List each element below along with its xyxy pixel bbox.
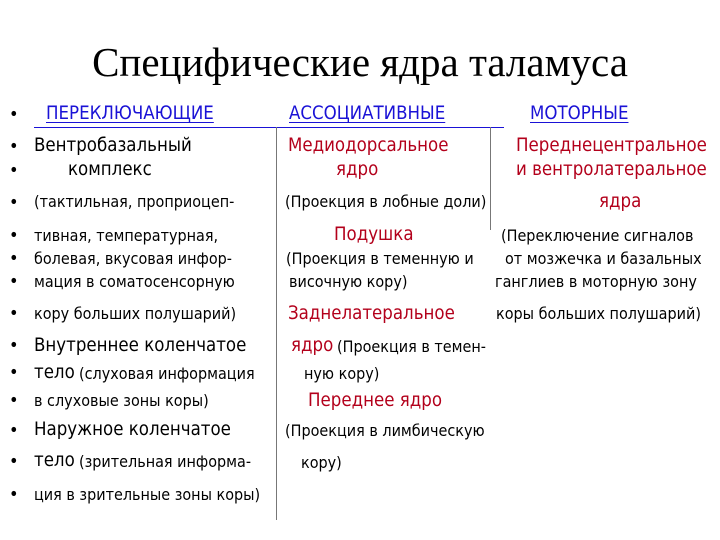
- bullet: •: [9, 192, 19, 213]
- col1-line-1: Вентробазальный: [34, 135, 192, 156]
- col1-line-4: тивная, температурная,: [34, 226, 219, 245]
- col1-line-13: ция в зрительные зоны коры): [34, 485, 261, 504]
- bullet: •: [9, 335, 19, 356]
- col2-line-9: ную кору): [304, 364, 380, 383]
- bullet: •: [9, 136, 19, 157]
- col2-line-8-note: (Проекция в темен-: [337, 337, 486, 356]
- col3-line-3: ядра: [599, 191, 642, 212]
- col1-line-12-term: тело: [34, 450, 75, 471]
- col1-line-5: болевая, вкусовая инфор-: [34, 249, 232, 268]
- bullet: •: [9, 362, 19, 383]
- col1-line-10: в слуховые зоны коры): [34, 391, 209, 410]
- bullet: •: [9, 303, 19, 324]
- col3-line-4: (Переключение сигналов: [501, 226, 694, 245]
- col2-line-12: кору): [301, 453, 342, 472]
- col2-line-6: височную кору): [289, 272, 408, 291]
- col1-line-9-note: (слуховая информация: [79, 364, 255, 383]
- bullet: •: [9, 104, 19, 125]
- column-divider-right: [490, 127, 491, 230]
- slide-title: Специфические ядра таламуса: [92, 39, 628, 85]
- col1-line-7: кору больших полушарий): [34, 304, 237, 323]
- col2-line-2: ядро: [336, 159, 379, 180]
- col2-line-5: (Проекция в теменную и: [286, 249, 474, 268]
- col1-line-11: Наружное коленчатое: [34, 419, 231, 440]
- col2-line-10: Переднее ядро: [308, 390, 443, 411]
- col2-line-1: Медиодорсальное: [288, 135, 449, 156]
- col1-line-2: комплекс: [68, 159, 152, 180]
- column-divider-left: [276, 127, 277, 520]
- bullet: •: [9, 225, 19, 246]
- bullet: •: [9, 420, 19, 441]
- bullet: •: [9, 160, 19, 181]
- bullet: •: [9, 451, 19, 472]
- col2-line-11: (Проекция в лимбическую: [285, 421, 485, 440]
- bullet: •: [9, 484, 19, 505]
- bullet: •: [9, 248, 19, 269]
- col3-line-7: коры больших полушарий): [496, 304, 701, 323]
- col3-line-1: Переднецентральное: [516, 135, 707, 156]
- bullet: •: [9, 390, 19, 411]
- header-motor: МОТОРНЫЕ: [530, 103, 629, 124]
- col3-line-5: от мозжечка и базальных: [505, 249, 702, 268]
- col3-line-6: ганглиев в моторную зону: [495, 272, 697, 291]
- col1-line-8: Внутреннее коленчатое: [34, 335, 247, 356]
- bullet: •: [9, 271, 19, 292]
- col2-line-3: (Проекция в лобные доли): [285, 192, 487, 211]
- col1-line-9-term: тело: [34, 362, 75, 383]
- col3-line-2: и вентролатеральное: [516, 159, 707, 180]
- col2-line-4: Подушка: [334, 224, 414, 245]
- col2-line-7: Заднелатеральное: [288, 303, 455, 324]
- col1-line-3: (тактильная, проприоцеп-: [34, 192, 235, 211]
- col2-line-8-term: ядро: [291, 335, 334, 356]
- header-underline: [34, 127, 504, 128]
- header-switching: ПЕРЕКЛЮЧАЮЩИЕ: [46, 103, 214, 124]
- col1-line-12-note: (зрительная информа-: [79, 452, 252, 471]
- header-associative: АССОЦИАТИВНЫЕ: [289, 103, 446, 124]
- col1-line-6: мация в соматосенсорную: [34, 272, 235, 291]
